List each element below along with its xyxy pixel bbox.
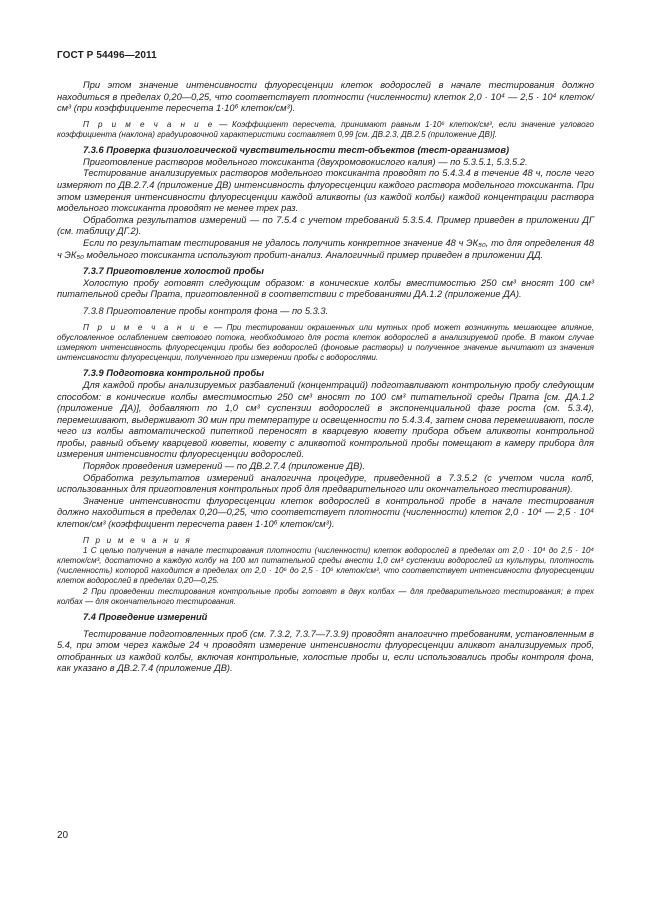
paragraph: Приготовление растворов модельного токсиканта (двухромовокислого калия) — по 5.3.5.1, 5.3.5.2. [83,156,528,167]
paragraph: Тестирование анализируемых растворов модельного токсиканта проводят по 5.4.3.4 в течение 48 ч, после чего измеряют по ДВ.2.7.4 (приложение ДВ) интенсивность флуоресценции каждого раствора модельного токсиканта. При этом измерения интенсивности флуоресценции каждой аликвоты (из каждой колбы) каждой концентрации раствора модельного токсиканта проводят не менее трех раз. [57,168,594,214]
note-label: П р и м е ч а н и е [83,119,215,129]
paragraph: Холостую пробу готовят следующим образом: в конические колбы вместимостью 250 см³ вносят 100 см³ питательной среды Прата, приготовленной в соответствии с требованиями ДА.1.2 (приложение ДА). [57,277,594,300]
note [57,323,594,364]
paragraph: Если по результатам тестирования не удалось получить конкретное значение 48 ч ЭК₅₀, то для определения 48 ч ЭК₅₀ модельного токсиканта используют пробит-анализ. Аналогичный пример приведен в приложении ДД. [57,237,594,260]
paragraph: Обработка результатов измерений аналогична процедуре, приведенной в 7.3.5.2 (с учетом числа колб, использованных для приготовления контрольных проб для предварительного или окончательного тестирования). [57,472,594,495]
paragraph: Тестирование подготовленных проб (см. 7.3.2, 7.3.7—7.3.9) проводят аналогично требованиям, установленным в 5.4, при этом через каждые 24 ч проводят измерение интенсивности флуоресценции аликвот анализируемых проб, отобранных из каждой колбы, включая контрольные, холостые пробы и, если использовались пробы контроля фона, как указано в ДВ.2.7.4 (приложение ДВ). [57,628,594,674]
section-heading-7-3-7: 7.3.7 Приготовление холостой пробы [83,266,264,277]
page-content [57,80,594,675]
notes-label [57,536,594,546]
paragraph: При этом значение интенсивности флуоресценции клеток водорослей в начале тестирования должно находиться в пределах 0,20—0,25, что соответствует плотности (численности) клеток 2,0 · 10⁴ — 2,5 · 10⁴ клеток/см³ (при коэффициенте пересчета 1·10⁶ клеток/см³). [57,80,594,114]
paragraph-7-3-8: 7.3.8 Приготовление пробы контроля фона — по 5.3.3. [83,305,329,316]
section-heading-7-3-6: 7.3.6 Проверка физиологической чувствительности тест-объектов (тест-организмов) [83,145,510,156]
document-header: ГОСТ Р 54496—2011 [57,50,157,61]
note-text: — При тестировании окрашенных или мутных проб может возникнуть мешающее влияние, обусловленное ослаблением светового потока, необходимого для роста клеток водорослей в анализируемой пробе. В таком случае измеряют интенсивность флуоресценции пробы без водорослей (фоновые растворы) и полученное значение вычитают из значения интенсивности флуоресценции, полученного при измерении пробы с водорослями. [57,322,594,363]
page-number: 20 [57,830,69,841]
paragraph: Для каждой пробы анализируемых разбавлений (концентраций) подготавливают контрольную пробу следующим способом: в конические колбы вместимостью 250 см³ вносят по 100 см³ питательной среды Прата [см. ДА.1.2 (приложение ДА)], добавляют по 1,0 см³ суспензии водорослей в экспоненциальной фазе роста (см. 5.3.4), перемешивают, выдерживают 30 мин при температуре и освещенности по 5.4.3.4, затем снова перемешивают, после чего из колбы автоматической пипеткой переносят в кварцевую кювету прибора объем аликвоты контрольной пробы, равный объему кварцевой кюветы, кювету с аликвотой контрольной пробы помещают в камеру прибора для измерения интенсивности флуоресценции водорослей. [57,379,594,460]
notes-label-text: П р и м е ч а н и я [83,535,192,545]
note-label: П р и м е ч а н и е [83,322,210,332]
paragraph: Значение интенсивности флуоресценции клеток водорослей в контрольной пробе в начале тестирования должно находиться в пределах 0,20—0,25, что соответствует плотности (численности) клеток 2,0 · 10⁴ — 2,5 · 10⁴ клеток/см³ (коэффициент пересчета равен 1·10⁶ клеток/см³). [57,495,594,530]
note-text: — Коэффициент пересчета, принимают равным 1·10⁶ клеток/см³, если значение углового коэффициента (наклона) градуировочной характеристики составляет 0,99 [см. ДВ.2.3, ДВ.2.5 (приложение ДВ)]. [57,119,594,139]
note-item: 1 С целью получения в начале тестирования плотности (численности) клеток водорослей в пределах от 2,0 · 10⁴ до 2,5 · 10⁴ клеток/см³, достаточно в каждую колбу на 100 мл питательной среды внести 1,0 см³ суспензии водорослей из культуры, плотность (численность) которой находится в пределах от 2,0 · 10⁶ до 2,5 · 10⁶ клеток/см³, что соответствует интенсивности флуоресценции клеток водорослей в пределах 0,20—0,25. [57,545,594,586]
note-item: 2 При проведении тестирования контрольные пробы готовят в двух колбах — для предварительного тестирования; в трех колбах — для окончательного тестирования. [57,586,594,606]
note [57,120,594,140]
paragraph: Обработка результатов измерений — по 7.5.4 с учетом требований 5.3.5.4. Пример приведен в приложении ДГ (см. таблицу ДГ.2). [57,214,594,237]
section-heading-7-4: 7.4 Проведение измерений [83,612,208,623]
paragraph: Порядок проведения измерений — по ДВ.2.7.4 (приложение ДВ). [83,461,365,472]
section-heading-7-3-9: 7.3.9 Подготовка контрольной пробы [83,368,265,379]
